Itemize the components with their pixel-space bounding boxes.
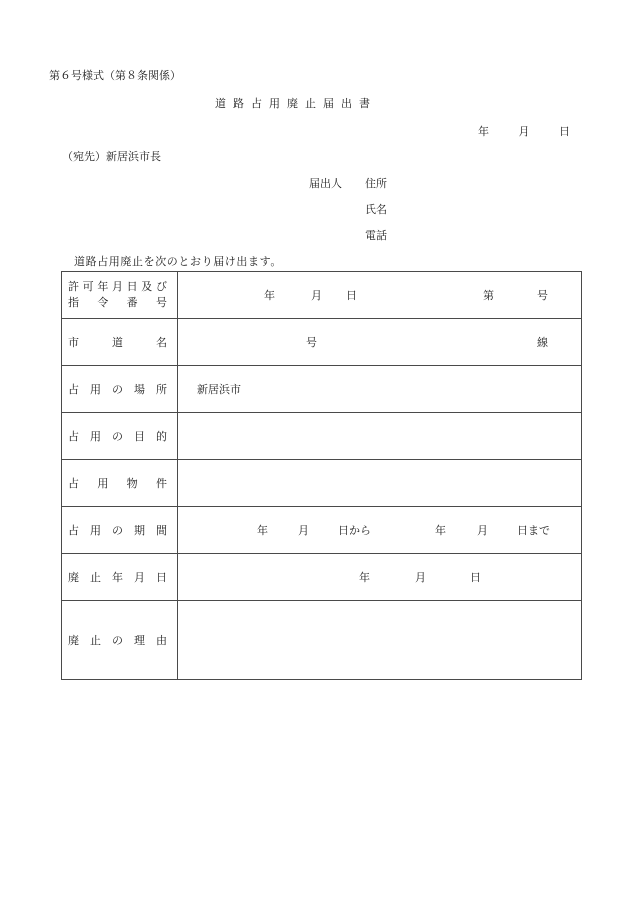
abolition-month: 月 xyxy=(415,571,426,584)
period-value-cell[interactable] xyxy=(178,507,582,554)
permit-number-prefix: 第 xyxy=(483,289,494,302)
form-number-label: 第６号様式（第８条関係） xyxy=(49,69,181,82)
document-title: 道路占用廃止届出書 xyxy=(215,97,377,110)
location-label: 占 用 の 場 所 xyxy=(62,366,178,413)
reporter-name-label: 氏名 xyxy=(365,203,387,216)
reason-label: 廃 止 の 理 由 xyxy=(62,601,178,680)
permit-number-suffix: 号 xyxy=(537,289,548,302)
table-row-road xyxy=(62,319,582,366)
period-from-month: 月 xyxy=(298,524,309,537)
permit-label-line2: 指 令 番 号 xyxy=(68,296,167,309)
table-row-abolition-date xyxy=(62,554,582,601)
permit-month: 月 xyxy=(311,289,322,302)
table-row-reason xyxy=(62,601,582,680)
period-label: 占 用 の 期 間 xyxy=(62,507,178,554)
period-to-year: 年 xyxy=(435,524,446,537)
permit-value-cell[interactable] xyxy=(178,272,582,319)
abolition-date-label: 廃 止 年 月 日 xyxy=(62,554,178,601)
reporter-phone-label: 電話 xyxy=(365,229,387,242)
table-row-object xyxy=(62,460,582,507)
object-label: 占 用 物 件 xyxy=(62,460,178,507)
abolition-date-value-cell[interactable] xyxy=(178,554,582,601)
permit-day: 日 xyxy=(346,289,357,302)
road-number-suffix: 号 xyxy=(306,336,317,349)
road-value-cell[interactable] xyxy=(178,319,582,366)
table-row-location xyxy=(62,366,582,413)
submission-day: 日 xyxy=(559,125,570,138)
object-value-cell[interactable] xyxy=(178,460,582,507)
abolition-day: 日 xyxy=(470,571,481,584)
table-row-purpose xyxy=(62,413,582,460)
addressee: （宛先）新居浜市長 xyxy=(62,150,161,163)
road-line-suffix: 線 xyxy=(537,336,548,349)
permit-year: 年 xyxy=(264,289,275,302)
permit-label-line1: 許 可 年 月 日 及 び xyxy=(68,280,167,294)
intro-statement: 道路占用廃止を次のとおり届け出ます。 xyxy=(74,255,282,268)
reporter-label: 届出人 xyxy=(309,177,342,190)
submission-year: 年 xyxy=(478,125,489,138)
submission-date xyxy=(478,126,570,137)
reason-value-cell[interactable] xyxy=(178,601,582,680)
road-label: 市 道 名 xyxy=(62,319,178,366)
location-value-cell[interactable] xyxy=(178,366,582,413)
location-value: 新居浜市 xyxy=(197,383,241,396)
period-from-year: 年 xyxy=(257,524,268,537)
period-from-day: 日から xyxy=(338,524,371,537)
abolition-year: 年 xyxy=(359,571,370,584)
purpose-label: 占 用 の 目 的 xyxy=(62,413,178,460)
period-to-month: 月 xyxy=(477,524,488,537)
table-row-permit xyxy=(62,272,582,319)
abolition-form-table xyxy=(61,271,582,680)
permit-label xyxy=(62,272,178,319)
purpose-value-cell[interactable] xyxy=(178,413,582,460)
reporter-address-label: 住所 xyxy=(365,177,387,190)
submission-month: 月 xyxy=(518,125,530,138)
table-row-period xyxy=(62,507,582,554)
period-to-day: 日まで xyxy=(517,524,550,537)
